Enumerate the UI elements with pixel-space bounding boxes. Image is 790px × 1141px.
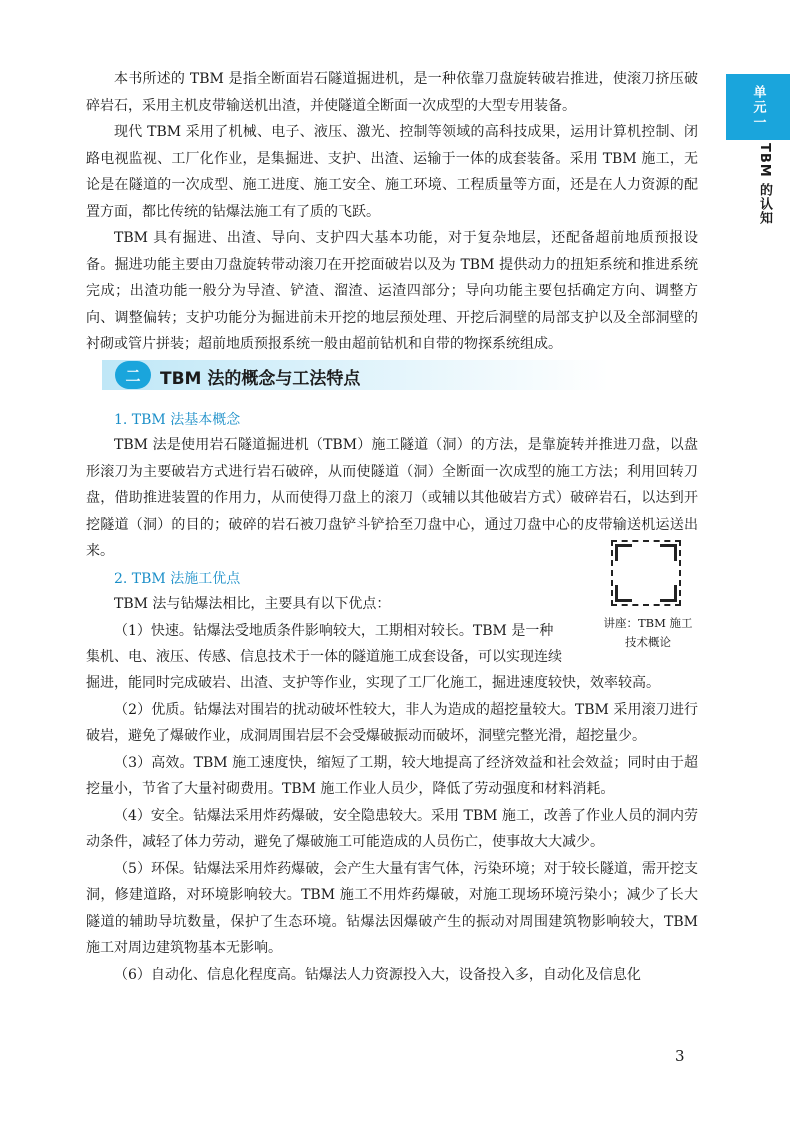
subsection-2-title: 2. TBM 法施工优点 [114,571,241,587]
advantage-3: （3）高效。TBM 施工速度快，缩短了工期，较大地提高了经济效益和社会效益；同时由于超挖量小，节省了大量衬砌费用。TBM 施工作业人员少，降低了劳动强度和材料消耗。 [86,754,698,797]
advantage-5: （5）环保。钻爆法采用炸药爆破，会产生大量有害气体，污染环境；对于较长隧道，需开挖支洞，修建道路，对环境影响较大。TBM 施工不用炸药爆破，对施工现场环境污染小；减少了长大隧道的辅助导坑数量，保护了生态环境。钻爆法因爆破产生的振动对周围建筑物影响较大，TBM 施工对周边建筑物基本无影响。 [86,860,698,956]
subsection-1-body [86,432,698,565]
side-tab [726,74,790,1141]
advantages-list [86,670,698,988]
advantage-2: （2）优质。钻爆法对围岩的扰动破坏性较大，非人为造成的超挖量较大。TBM 采用滚刀进行破岩，避免了爆破作业，成洞周围岩层不会受爆破振动而破坏，洞壁完整光滑，超挖量少。 [86,701,698,744]
section-title: TBM 法的概念与工法特点 [160,369,361,389]
page-number: 3 [675,1047,685,1065]
intro-paragraph-3: TBM 具有掘进、出渣、导向、支护四大基本功能，对于复杂地层，还配备超前地质预报设备。掘进功能主要由刀盘旋转带动滚刀在开挖面破岩以及为 TBM 提供动力的扭矩系统和推进系统完成；出渣功能一般分为导渣、铲渣、溜渣、运渣四部分；导向功能主要包括确定方向、调整方向、调整偏转；支护功能分为掘进前未开挖的地层预处理、开挖后洞壁的局部支护以及全部洞壁的衬砌或管片拼装；超前地质预报系统一般由超前钻机和自带的物探系统组成。 [86,230,698,352]
advantage-1-line-2: 集机、电、液压、传感、信息技术于一体的隧道施工成套设备，可以实现连续 [86,649,562,665]
section-number-badge: 二 [115,361,151,389]
intro-block [86,66,698,358]
advantage-1-line-1: （1）快速。钻爆法受地质条件影响较大，工期相对较长。TBM 是一种 [114,622,554,639]
qr-caption-line-2: 技术概论 [625,635,671,649]
qr-code[interactable] [611,540,681,606]
qr-corner [615,544,632,561]
subsection-1-title: 1. TBM 法基本概念 [114,412,241,428]
subsection-2-narrow [86,591,596,671]
subsection-1-paragraph: TBM 法是使用岩石隧道掘进机（TBM）施工隧道（洞）的方法，是靠旋转并推进刀盘，以盘形滚刀为主要破岩方式进行岩石破碎，从而使隧道（洞）全断面一次成型的施工方法；利用回转刀盘，借助推进装置的作用力，从而使得刀盘上的滚刀（或辅以其他破岩方式）破碎岩石，以达到开挖隧道（洞）的目的；破碎的岩石被刀盘铲斗铲拾至刀盘中心，通过刀盘中心的皮带输送机运送出来。 [86,437,698,559]
intro-paragraph-1: 本书所述的 TBM 是指全断面岩石隧道掘进机，是一种依靠刀盘旋转破岩推进，使滚刀挤压破碎岩石，采用主机皮带输送机出渣，并使隧道全断面一次成型的大型专用装备。 [86,71,698,114]
qr-caption-line-1: 讲座：TBM 施工 [603,616,693,630]
subsection-2-intro: TBM 法与钻爆法相比，主要具有以下优点： [114,596,391,612]
qr-corner [660,544,677,561]
chapter-title: TBM 的认知 [757,143,772,226]
advantage-1-rest: 掘进，能同时完成破岩、出渣、支护等作业，实现了工厂化施工，掘进速度较快，效率较高。 [86,675,660,691]
advantage-6: （6）自动化、信息化程度高。钻爆法人力资源投入大，设备投入多，自动化及信息化 [114,966,641,983]
qr-caption [596,614,700,652]
unit-label: 单元一 [726,74,790,140]
qr-corner [615,585,632,602]
advantage-4: （4）安全。钻爆法采用炸药爆破，安全隐患较大。采用 TBM 施工，改善了作业人员的洞内劳动条件，减轻了体力劳动，避免了爆破施工可能造成的人员伤亡，使事故大大减少。 [86,807,698,850]
qr-corner [660,585,677,602]
intro-paragraph-2: 现代 TBM 采用了机械、电子、液压、激光、控制等领域的高科技成果，运用计算机控制、闭路电视监视、工厂化作业，是集掘进、支护、出渣、运输于一体的成套装备。采用 TBM 施工，无论是在隧道的一次成型、施工进度、施工安全、施工环境、工程质量等方面，还是在人力资源的配置方面，都比传统的钻爆法施工有了质的飞跃。 [86,124,698,220]
